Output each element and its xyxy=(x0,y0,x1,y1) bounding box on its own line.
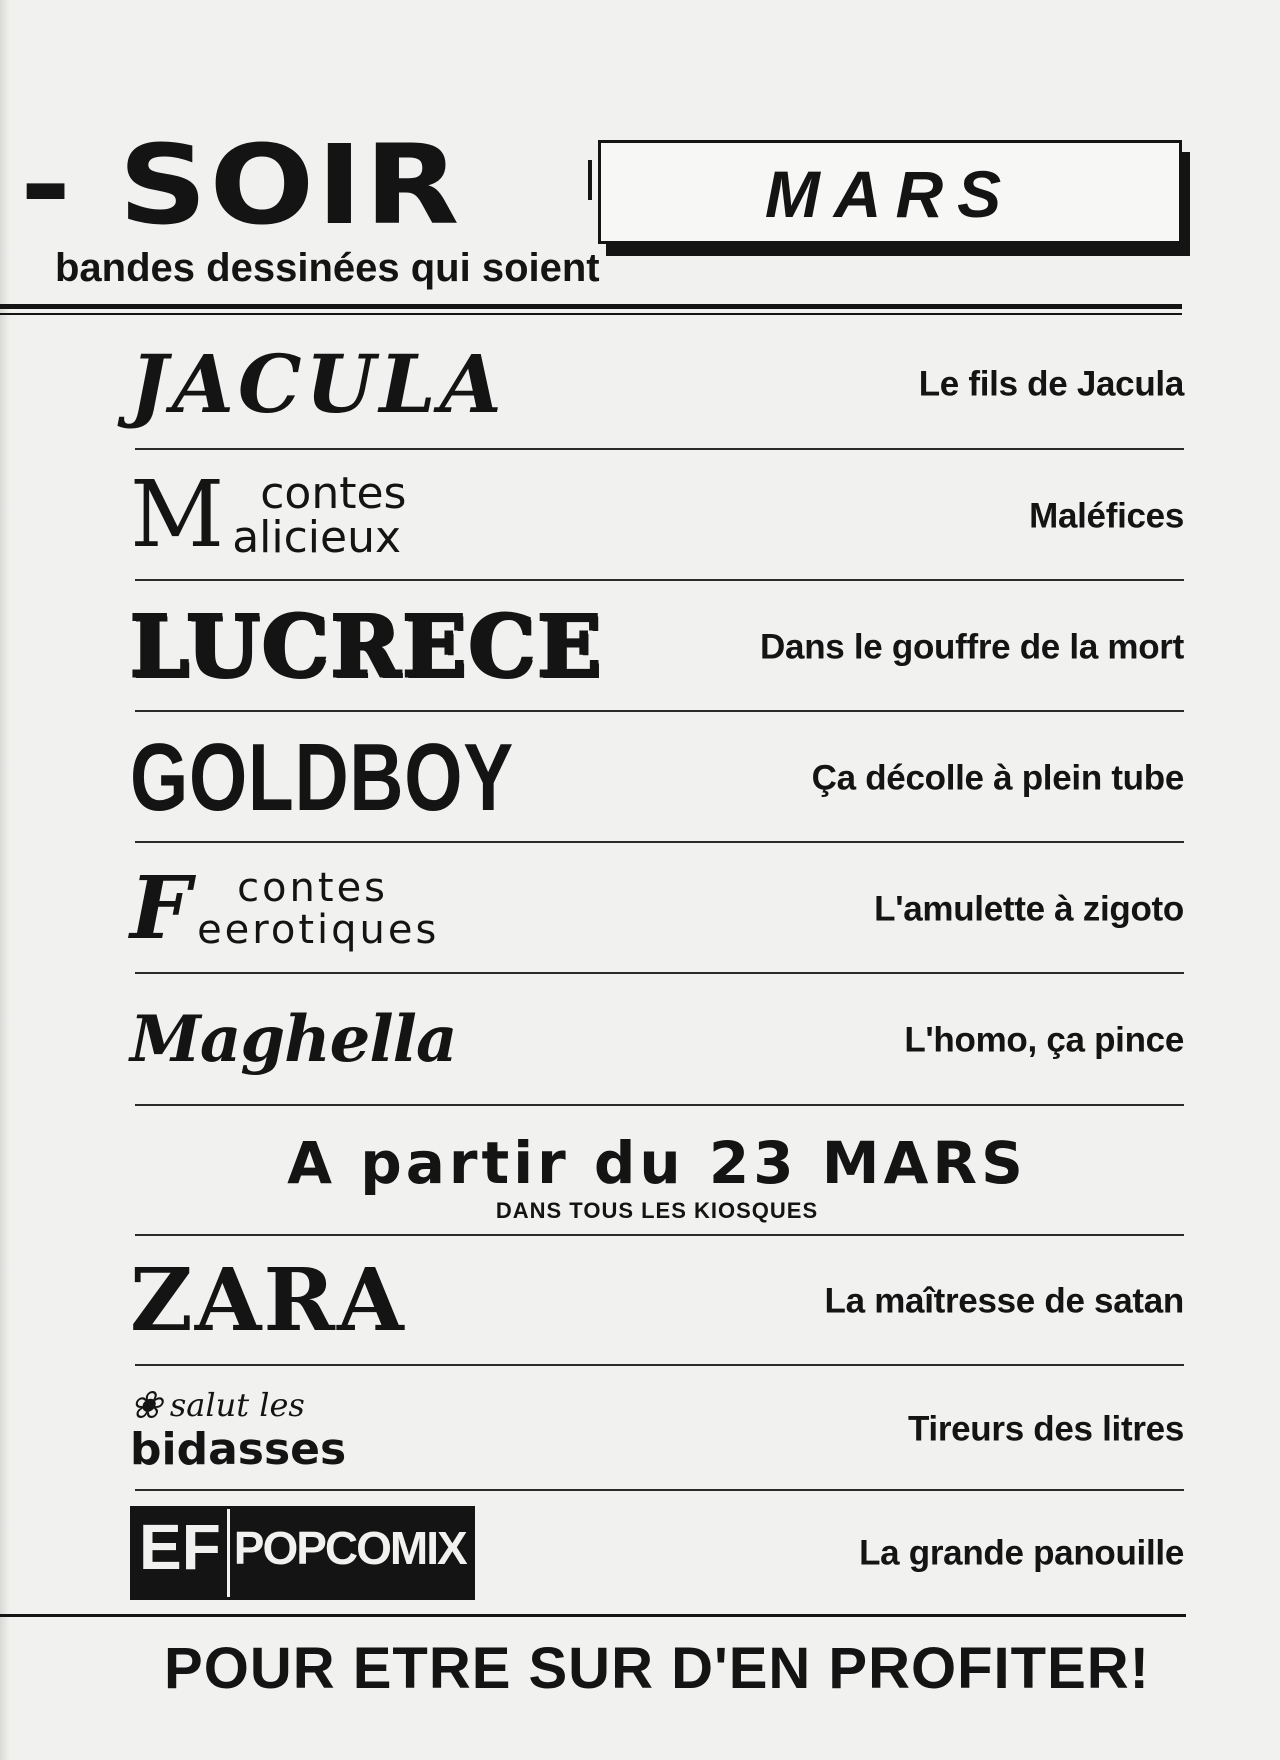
popcomix-logo-ef: EF xyxy=(133,1509,227,1597)
zara-logo: ZARA xyxy=(130,1250,406,1351)
contes-feerotiques-words xyxy=(197,864,440,953)
page-edge xyxy=(0,0,10,1760)
contes-feerotiques-bottom: eerotiques xyxy=(197,906,440,953)
contes-feerotiques-logo xyxy=(130,857,440,959)
episode-title: La grande panouille xyxy=(859,1533,1184,1573)
catalog-row-popcomix xyxy=(130,1491,1184,1615)
contes-malicieux-words xyxy=(232,467,407,563)
bidasses-logo-script: salut les xyxy=(169,1385,305,1424)
catalog-row-contes-malicieux xyxy=(130,450,1184,581)
header-subtitle: bandes dessinées qui soient xyxy=(55,246,600,290)
episode-title: L'homo, ça pince xyxy=(904,1020,1184,1060)
popcomix-logo-word: POPCOMIX xyxy=(227,1509,472,1597)
footer-rule xyxy=(0,1614,1186,1617)
header-divider-mark xyxy=(588,160,592,200)
contes-feerotiques-top: contes xyxy=(237,864,389,911)
episode-title: Ça décolle à plein tube xyxy=(811,758,1184,797)
header-title: - SOIR xyxy=(20,121,462,249)
maghella-logo: Maghella xyxy=(130,1002,457,1077)
release-announcement xyxy=(130,1110,1184,1236)
month-box xyxy=(598,140,1182,244)
slogan: POUR ETRE SUR D'EN PROFITER! xyxy=(164,1636,1150,1701)
catalog-row-maghella xyxy=(130,974,1184,1106)
release-date-headline: A partir du 23 MARS xyxy=(287,1129,1027,1197)
episode-title: Maléfices xyxy=(1029,496,1184,535)
episode-title: L'amulette à zigoto xyxy=(874,889,1184,928)
catalog-row-contes-feerotiques xyxy=(130,843,1184,974)
row-divider xyxy=(135,1104,1184,1106)
release-location: DANS TOUS LES KIOSQUES xyxy=(495,1198,819,1223)
catalog-row-zara xyxy=(130,1236,1184,1366)
catalog-row-bidasses xyxy=(130,1366,1184,1491)
popcomix-logo xyxy=(130,1506,475,1600)
bidasses-logo-top xyxy=(130,1382,346,1427)
contes-malicieux-initial: M xyxy=(130,461,225,569)
header-rule-thin xyxy=(0,313,1182,315)
flower-icon: ❀ xyxy=(130,1382,162,1427)
episode-title: La maîtresse de satan xyxy=(824,1281,1184,1321)
contes-malicieux-logo xyxy=(130,461,407,569)
catalog-row-goldboy xyxy=(130,712,1184,843)
contes-malicieux-top: contes xyxy=(260,467,407,519)
catalog-row-lucrece xyxy=(130,581,1184,712)
episode-title: Le fils de Jacula xyxy=(918,364,1184,404)
contes-malicieux-bottom: alicieux xyxy=(232,511,402,563)
jacula-logo: JACULA xyxy=(130,337,506,431)
bidasses-logo-word: bidasses xyxy=(130,1423,347,1475)
lucrece-logo: LUCRECE xyxy=(130,596,604,696)
episode-title: Tireurs des litres xyxy=(907,1409,1184,1448)
header-rule xyxy=(0,304,1182,309)
catalog-row-jacula xyxy=(130,318,1184,450)
contes-feerotiques-initial: F xyxy=(130,857,192,959)
episode-title: Dans le gouffre de la mort xyxy=(760,627,1184,666)
month-label: MARS xyxy=(764,157,1016,231)
goldboy-logo: GOLDBOY xyxy=(130,723,515,831)
bidasses-logo xyxy=(130,1382,347,1475)
